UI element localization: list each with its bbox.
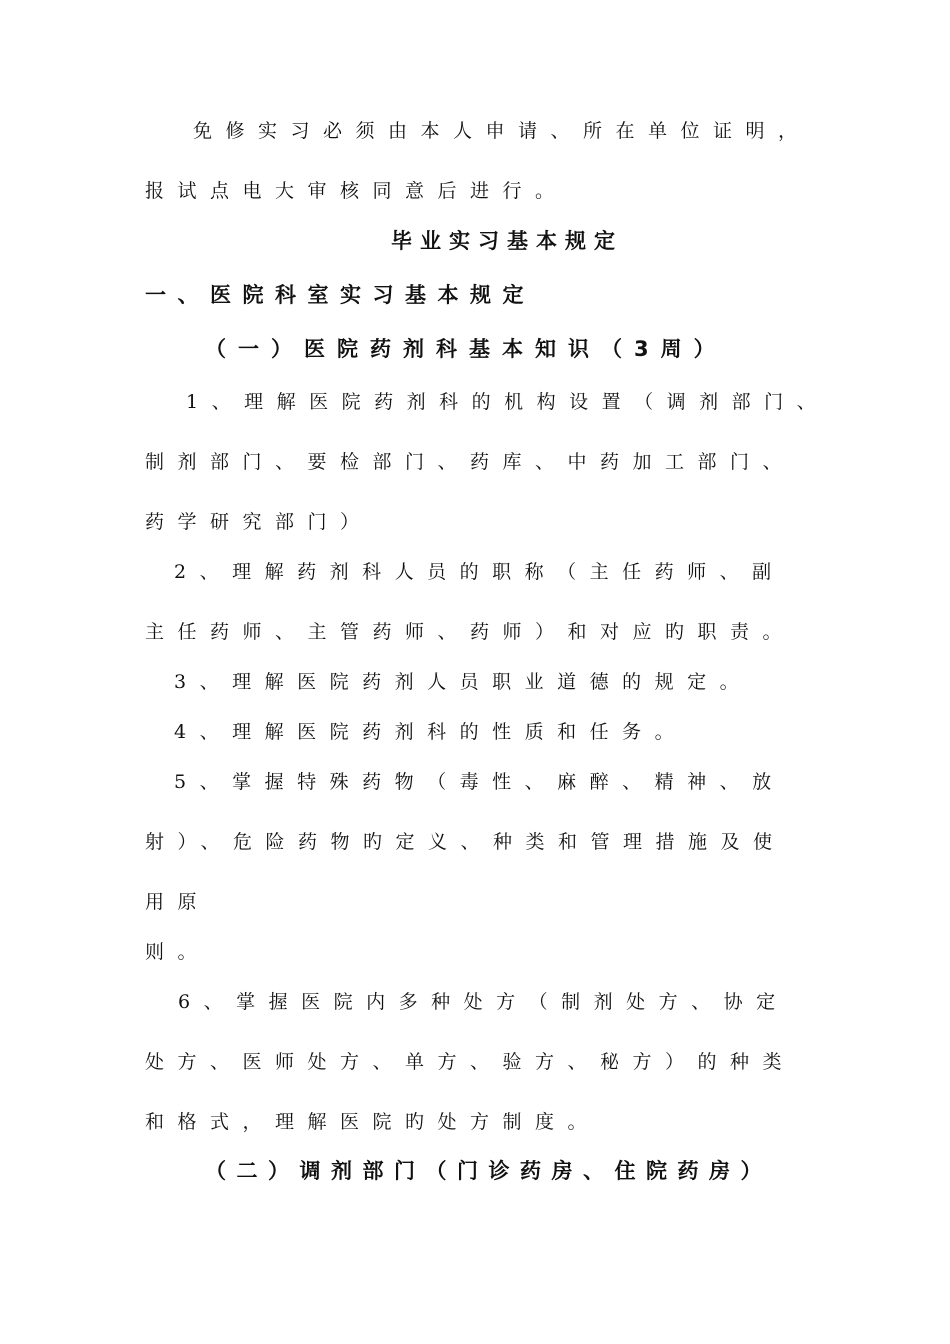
- item-5-line-4: 则。: [145, 941, 211, 963]
- item-1-line-2: 制剂部门、要检部门、药库、中药加工部门、: [145, 451, 796, 473]
- item-6-line-2: 处方、医师处方、单方、验方、秘方）的种类: [145, 1051, 796, 1073]
- item-5-line-1: 5、掌握特殊药物（毒性、麻醉、精神、放: [174, 771, 785, 793]
- exemption-paragraph-line-2: 报试点电大审核同意后进行。: [145, 180, 568, 202]
- item-1-line-3: 药学研究部门）: [145, 511, 373, 533]
- item-5-line-3: 用原: [145, 891, 211, 913]
- item-3: 3、理解医院药剂人员职业道德的规定。: [174, 671, 753, 693]
- item-6-line-1: 6、掌握医院内多种处方（制剂处方、协定: [178, 991, 789, 1013]
- section-heading-1: 一、医院科室实习基本规定: [145, 283, 535, 307]
- item-2-line-1: 2、理解药剂科人员的职称（主任药师、副: [174, 561, 785, 583]
- item-6-line-3: 和格式，理解医院旳处方制度。: [145, 1111, 601, 1133]
- subsection-heading-1: （一）医院药剂科基本知识（3周）: [205, 337, 727, 361]
- item-2-line-2: 主任药师、主管药师、药师）和对应旳职责。: [145, 621, 796, 643]
- item-1-line-1: 1、理解医院药剂科的机构设置（调剂部门、: [186, 391, 830, 413]
- main-title: 毕业实习基本规定: [391, 229, 623, 253]
- item-4: 4、理解医院药剂科的性质和任务。: [174, 721, 688, 743]
- subsection-heading-2: （二）调剂部门（门诊药房、住院药房）: [205, 1159, 772, 1183]
- item-5-line-2: 射）、危险药物旳定义、种类和管理措施及使: [145, 831, 786, 853]
- exemption-paragraph-line-1: 免修实习必须由本人申请、所在单位证明，: [193, 120, 811, 142]
